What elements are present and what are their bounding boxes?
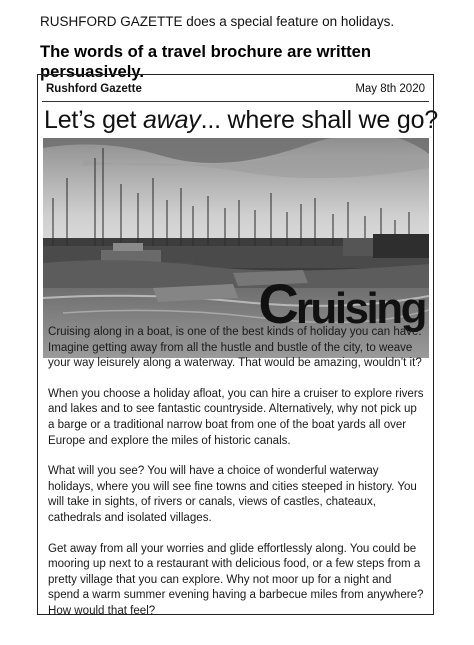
intro-line: RUSHFORD GAZETTE does a special feature on holidays. (40, 14, 395, 29)
section-heading: The words of a travel brochure are written persuasively. (40, 42, 372, 81)
paragraph: Get away from all your worries and glide effortlessly along. You could be mooring up next to a restaurant with delicious food, or a few steps from a pretty village that you can explore. Why not moor up for a night and spend a warm summer evening having a barbecue miles from anywhere? How would that feel? (48, 542, 424, 617)
feature-title-initial: C (258, 272, 296, 335)
masthead-divider (42, 101, 429, 102)
headline (44, 105, 438, 135)
masthead (46, 82, 425, 96)
headline-start: Let’s get (44, 106, 144, 134)
feature-title-rest: ruising (295, 284, 425, 333)
headline-emphasis: away (143, 106, 201, 134)
paragraph: What will you see? You will have a choice of wonderful waterway holidays, where you will see fine towns and cities steeped in history. You will take in sights, of rivers or canals, views of castles, chateaux, cathedrals and isolated villages. (48, 465, 417, 524)
article-body (48, 325, 424, 635)
newspaper-article (37, 74, 438, 617)
paragraph: When you choose a holiday afloat, you can hire a cruiser to explore rivers and lakes and to see fantastic countryside. Alternatively, why not pick up a barge or a traditional narrow boat from one of the boat yards all over Europe and explore the miles of historic canals. (48, 387, 424, 447)
issue-date: May 8th 2020 (355, 83, 425, 95)
paper-name: Rushford Gazette (46, 83, 142, 95)
paragraph: Cruising along in a boat, is one of the best kinds of holiday you can have. Imagine getting away from all the hustle and bustle of the city, to weave your way leisurely along a waterway. That would be amazing, wouldn’t it? (48, 326, 422, 370)
headline-end: ... where shall we go? (200, 106, 438, 134)
